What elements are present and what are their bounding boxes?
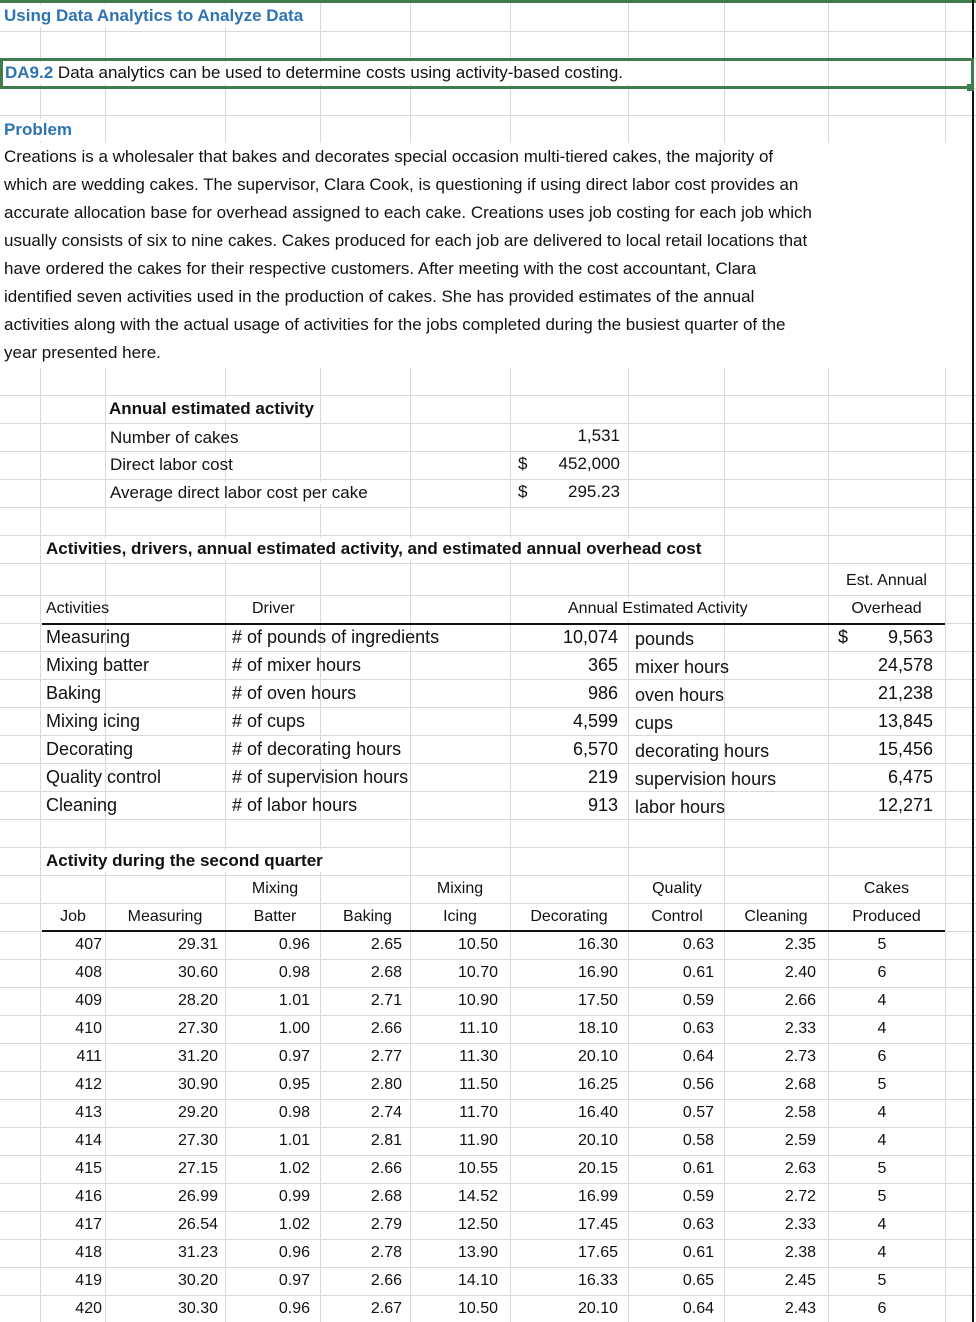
table-cell: 2.68 <box>370 964 402 981</box>
table-cell: 0.97 <box>278 1048 310 1065</box>
table-cell: 415 <box>75 1160 102 1177</box>
table-cell: 29.31 <box>177 936 218 953</box>
table-cell: 6 <box>877 1048 887 1065</box>
activity-qty: 986 <box>587 683 618 703</box>
activity-unit: labor hours <box>635 797 726 817</box>
table-cell: 17.50 <box>577 992 618 1009</box>
activity-name: Quality control <box>46 767 162 787</box>
col-annual: Annual Estimated Activity <box>568 598 752 620</box>
col-driver: Driver <box>252 600 295 617</box>
table-cell: 1.00 <box>278 1020 310 1037</box>
table-cell: 407 <box>75 936 102 953</box>
annual-label: Number of cakes <box>110 428 239 447</box>
table-cell: 5 <box>877 1076 887 1093</box>
table-cell: 4 <box>877 1020 887 1037</box>
table-cell: 30.60 <box>177 964 218 981</box>
table-cell: 2.68 <box>784 1076 816 1093</box>
column-header-top: Cakes <box>863 880 910 897</box>
activity-overhead: 15,456 <box>877 739 933 759</box>
table-cell: 30.20 <box>177 1272 218 1289</box>
table-cell: 0.57 <box>682 1104 714 1121</box>
problem-line: usually consists of six to nine cakes. Cakes produced for each job are delivered to local retail locations that <box>4 231 808 250</box>
problem-text <box>0 143 970 368</box>
table-cell: 4 <box>877 1244 887 1261</box>
table-cell: 408 <box>75 964 102 981</box>
table-cell: 0.64 <box>682 1300 714 1317</box>
table-cell: 4 <box>877 1104 887 1121</box>
annual-value: 1,531 <box>577 426 620 445</box>
table-cell: 2.78 <box>370 1244 402 1261</box>
table-cell: 5 <box>877 1160 887 1177</box>
table-cell: 2.74 <box>370 1104 402 1121</box>
table-cell: 1.02 <box>278 1216 310 1233</box>
table-cell: 14.52 <box>457 1188 498 1205</box>
currency-sign: $ <box>518 454 528 473</box>
table-cell: 420 <box>75 1300 102 1317</box>
page-title: Using Data Analytics to Analyze Data <box>4 5 311 27</box>
activity-unit: mixer hours <box>635 657 730 677</box>
activity-driver: # of pounds of ingredients <box>232 627 440 647</box>
column-header: Icing <box>443 908 477 925</box>
table-cell: 16.25 <box>577 1076 618 1093</box>
table-cell: 16.99 <box>577 1188 618 1205</box>
table-cell: 411 <box>76 1048 102 1065</box>
activity-qty: 219 <box>587 767 618 787</box>
table-cell: 4 <box>877 1132 887 1149</box>
table-cell: 28.20 <box>177 992 218 1009</box>
activity-overhead: 24,578 <box>877 655 933 675</box>
problem-line: year presented here. <box>4 343 161 362</box>
table-cell: 31.23 <box>177 1244 218 1261</box>
problem-heading: Problem <box>4 119 78 141</box>
table-cell: 4 <box>877 992 887 1009</box>
table-cell: 17.45 <box>577 1216 618 1233</box>
table-cell: 0.61 <box>682 964 714 981</box>
table-cell: 11.30 <box>459 1048 498 1065</box>
table-cell: 2.71 <box>370 992 402 1009</box>
right-border <box>972 0 974 1322</box>
problem-line: identified seven activities used in the production of cakes. She has provided estimates of the annual <box>4 287 755 306</box>
activity-qty: 4,599 <box>572 711 618 731</box>
column-header: Control <box>651 908 703 925</box>
activity-unit: cups <box>635 713 674 733</box>
table-cell: 2.38 <box>784 1244 816 1261</box>
table-cell: 11.10 <box>459 1020 498 1037</box>
column-header-top: Mixing <box>251 880 299 897</box>
activity-qty: 365 <box>587 655 618 675</box>
table-cell: 5 <box>877 936 887 953</box>
problem-line: which are wedding cakes. The supervisor, Clara Cook, is questioning if using direct labor cost provides an <box>4 175 799 194</box>
table-cell: 10.50 <box>457 1300 498 1317</box>
table-cell: 10.55 <box>457 1160 498 1177</box>
activity-driver: # of supervision hours <box>232 767 409 787</box>
table-cell: 0.61 <box>682 1160 714 1177</box>
table-cell: 20.10 <box>577 1300 618 1317</box>
currency-sign: $ <box>518 482 528 501</box>
quarter-underline <box>42 930 945 932</box>
column-header: Decorating <box>530 908 608 925</box>
table-cell: 6 <box>877 964 887 981</box>
table-cell: 412 <box>75 1076 102 1093</box>
table-cell: 4 <box>877 1216 887 1233</box>
table-cell: 2.58 <box>784 1104 816 1121</box>
table-cell: 2.66 <box>370 1272 402 1289</box>
activity-name: Mixing icing <box>46 711 141 731</box>
activity-unit: decorating hours <box>635 741 770 761</box>
activity-name: Cleaning <box>46 795 118 815</box>
table-cell: 0.63 <box>682 936 714 953</box>
problem-line: Creations is a wholesaler that bakes and decorates special occasion multi-tiered cakes, the majority of <box>4 147 774 166</box>
table-cell: 414 <box>75 1132 102 1149</box>
activity-name: Decorating <box>46 739 134 759</box>
subtitle <box>5 62 629 84</box>
subtitle-text: Data analytics can be used to determine costs using activity-based costing. <box>57 63 623 82</box>
table-cell: 0.65 <box>682 1272 714 1289</box>
activity-name: Mixing batter <box>46 655 150 675</box>
table-cell: 419 <box>75 1272 102 1289</box>
annual-label: Direct labor cost <box>110 455 233 474</box>
table-cell: 409 <box>75 992 102 1009</box>
table-cell: 0.96 <box>278 1300 310 1317</box>
problem-line: have ordered the cakes for their respective customers. After meeting with the cost accountant, Clara <box>4 259 757 278</box>
table-cell: 20.15 <box>577 1160 618 1177</box>
table-cell: 14.10 <box>457 1272 498 1289</box>
activity-qty: 10,074 <box>562 627 618 647</box>
problem-line: accurate allocation base for overhead assigned to each cake. Creations uses job costing for each job which <box>4 203 812 222</box>
table-cell: 27.30 <box>177 1020 218 1037</box>
table-cell: 2.35 <box>784 936 816 953</box>
table-cell: 18.10 <box>577 1020 618 1037</box>
table-cell: 2.81 <box>370 1132 402 1149</box>
table-cell: 2.66 <box>370 1160 402 1177</box>
table-cell: 11.70 <box>459 1104 498 1121</box>
table-cell: 0.63 <box>682 1020 714 1037</box>
table-cell: 1.01 <box>278 992 310 1009</box>
activity-overhead: 12,271 <box>877 795 933 815</box>
table-cell: 0.98 <box>278 1104 310 1121</box>
column-header: Cleaning <box>744 908 808 925</box>
table-cell: 26.54 <box>177 1216 218 1233</box>
activity-driver: # of labor hours <box>232 795 358 815</box>
table-cell: 416 <box>75 1188 102 1205</box>
table-cell: 31.20 <box>177 1048 218 1065</box>
header-underline <box>42 623 945 625</box>
table-cell: 0.61 <box>682 1244 714 1261</box>
quarter-heading: Activity during the second quarter <box>46 850 329 872</box>
column-header: Batter <box>253 908 297 925</box>
column-header-top: Quality <box>652 880 702 897</box>
annual-label: Average direct labor cost per cake <box>110 483 368 502</box>
table-cell: 6 <box>877 1300 887 1317</box>
table-cell: 30.90 <box>177 1076 218 1093</box>
table-cell: 30.30 <box>177 1300 218 1317</box>
table-cell: 2.67 <box>370 1300 402 1317</box>
table-cell: 2.79 <box>370 1216 402 1233</box>
table-cell: 16.40 <box>577 1104 618 1121</box>
table-cell: 12.50 <box>457 1216 498 1233</box>
table-cell: 418 <box>75 1244 102 1261</box>
table-cell: 16.33 <box>577 1272 618 1289</box>
table-cell: 410 <box>75 1020 102 1037</box>
table-cell: 16.30 <box>577 936 618 953</box>
currency-sign: $ <box>838 627 849 647</box>
table-cell: 1.01 <box>278 1132 310 1149</box>
fill-handle[interactable] <box>967 84 974 91</box>
table-cell: 5 <box>877 1188 887 1205</box>
table-cell: 2.63 <box>784 1160 816 1177</box>
column-header: Measuring <box>127 908 203 925</box>
table-cell: 20.10 <box>577 1132 618 1149</box>
table-cell: 2.59 <box>784 1132 816 1149</box>
table-cell: 0.64 <box>682 1048 714 1065</box>
table-cell: 417 <box>75 1216 102 1233</box>
table-cell: 27.15 <box>177 1160 218 1177</box>
table-cell: 0.96 <box>278 936 310 953</box>
table-cell: 0.96 <box>278 1244 310 1261</box>
activity-driver: # of decorating hours <box>232 739 402 759</box>
table-cell: 2.33 <box>784 1020 816 1037</box>
top-border <box>0 0 976 3</box>
table-cell: 26.99 <box>177 1188 218 1205</box>
table-cell: 0.59 <box>682 1188 714 1205</box>
annual-value: 295.23 <box>568 482 620 501</box>
column-header: Job <box>60 908 86 925</box>
annual-value: 452,000 <box>558 454 620 473</box>
activity-qty: 6,570 <box>572 739 618 759</box>
table-cell: 413 <box>75 1104 102 1121</box>
table-cell: 2.73 <box>784 1048 816 1065</box>
table-cell: 16.90 <box>577 964 618 981</box>
table-cell: 2.68 <box>370 1188 402 1205</box>
table-cell: 2.43 <box>784 1300 816 1317</box>
table-cell: 2.77 <box>370 1048 402 1065</box>
table-cell: 10.50 <box>457 936 498 953</box>
activity-name: Measuring <box>46 627 131 647</box>
col-overhead-line2: Overhead <box>851 600 922 617</box>
table-cell: 2.80 <box>370 1076 402 1093</box>
table-cell: 27.30 <box>177 1132 218 1149</box>
table-cell: 2.45 <box>784 1272 816 1289</box>
column-header-top: Mixing <box>436 880 484 897</box>
table-cell: 13.90 <box>457 1244 498 1261</box>
col-overhead-line1: Est. Annual <box>846 572 927 589</box>
activity-driver: # of oven hours <box>232 683 357 703</box>
table-cell: 0.97 <box>278 1272 310 1289</box>
table-cell: 2.66 <box>370 1020 402 1037</box>
table-cell: 2.72 <box>784 1188 816 1205</box>
table-cell: 2.66 <box>784 992 816 1009</box>
table-cell: 1.02 <box>278 1160 310 1177</box>
activity-unit: pounds <box>635 629 695 649</box>
table-cell: 0.95 <box>278 1076 310 1093</box>
table-cell: 29.20 <box>177 1104 218 1121</box>
activity-driver: # of cups <box>232 711 306 731</box>
table-cell: 0.63 <box>682 1216 714 1233</box>
activity-driver: # of mixer hours <box>232 655 362 675</box>
annual-heading: Annual estimated activity <box>109 398 320 420</box>
table-cell: 17.65 <box>577 1244 618 1261</box>
activity-unit: oven hours <box>635 685 725 705</box>
table-cell: 0.56 <box>682 1076 714 1093</box>
table-cell: 0.58 <box>682 1132 714 1149</box>
column-header: Baking <box>343 908 392 925</box>
col-activities: Activities <box>46 600 110 617</box>
table-cell: 0.99 <box>278 1188 310 1205</box>
table-cell: 2.40 <box>784 964 816 981</box>
table-cell: 20.10 <box>577 1048 618 1065</box>
table-cell: 2.65 <box>370 936 402 953</box>
table-cell: 11.50 <box>459 1076 498 1093</box>
column-header: Produced <box>852 908 921 925</box>
activity-overhead: 9,563 <box>887 627 933 647</box>
problem-line: activities along with the actual usage of activities for the jobs completed during the busiest quarter of the <box>4 315 786 334</box>
activity-overhead: 13,845 <box>877 711 933 731</box>
table-cell: 10.90 <box>457 992 498 1009</box>
table-cell: 10.70 <box>457 964 498 981</box>
table-cell: 2.33 <box>784 1216 816 1233</box>
table-cell: 5 <box>877 1272 887 1289</box>
activity-overhead: 6,475 <box>887 767 933 787</box>
activity-name: Baking <box>46 683 102 703</box>
activity-qty: 913 <box>587 795 618 815</box>
table-cell: 11.90 <box>459 1132 498 1149</box>
table-cell: 0.59 <box>682 992 714 1009</box>
activities-heading: Activities, drivers, annual estimated activity, and estimated annual overhead cost <box>46 538 707 560</box>
activity-overhead: 21,238 <box>877 683 933 703</box>
subtitle-code: DA9.2 <box>5 63 54 82</box>
activity-unit: supervision hours <box>635 769 777 789</box>
table-cell: 0.98 <box>278 964 310 981</box>
